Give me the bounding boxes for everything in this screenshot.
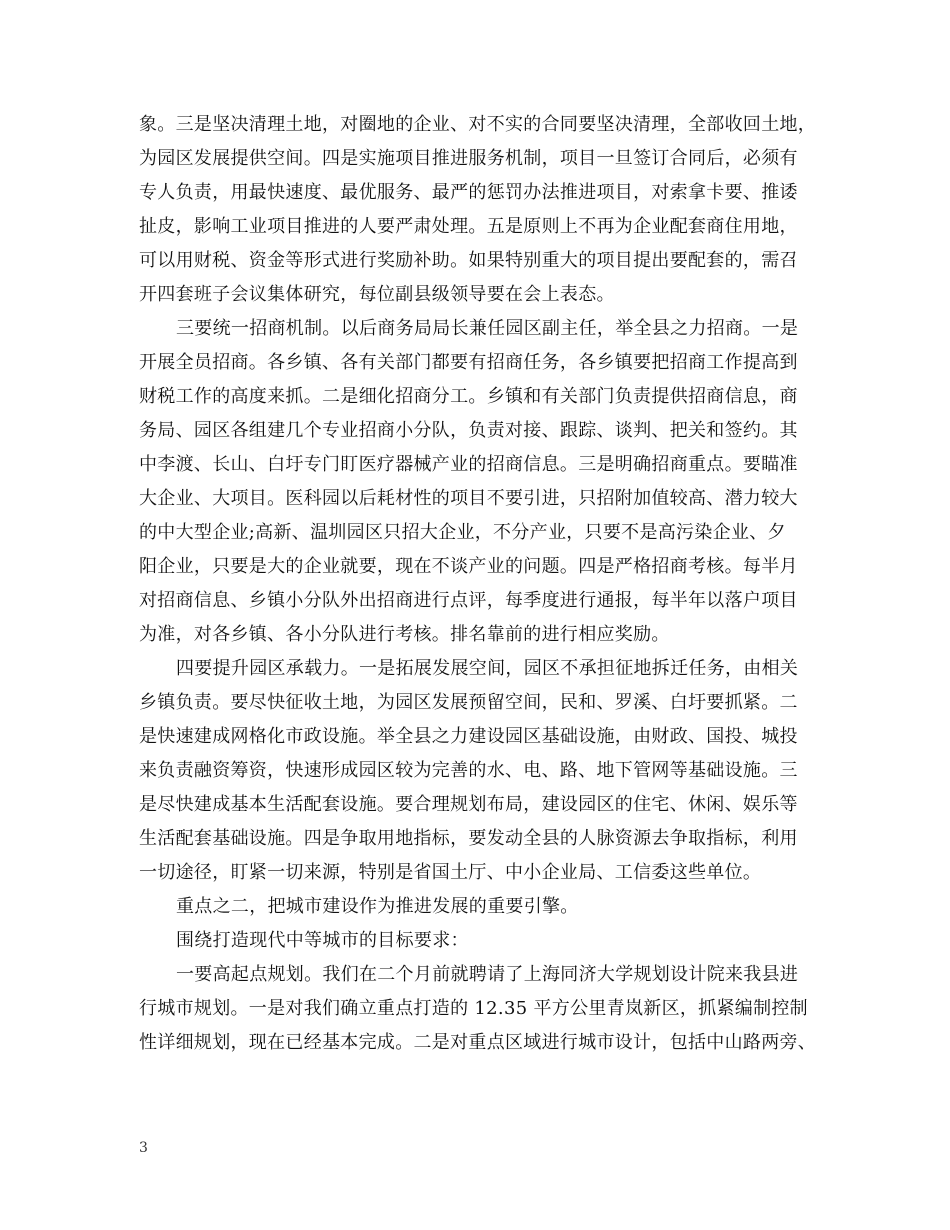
text-line: 开展全员招商。各乡镇、各有关部门都要有招商任务，各乡镇要把招商工作提高到 xyxy=(139,352,798,373)
text-line: 一要高起点规划。我们在二个月前就聘请了上海同济大学规划设计院来我县进 xyxy=(176,964,799,985)
text-line: 重点之二，把城市建设作为推进发展的重要引擎。 xyxy=(176,896,579,917)
text-line: 阳企业，只要是大的企业就要，现在不谈产业的问题。四是严格招商考核。每半月 xyxy=(139,556,798,577)
text-line: 行城市规划。一是对我们确立重点打造的 12.35 平方公里青岚新区，抓紧编制控制 xyxy=(139,998,808,1019)
document-body xyxy=(139,108,839,1060)
text-line: 为园区发展提供空间。四是实施项目推进服务机制，项目一旦签订合同后，必须有 xyxy=(139,148,798,169)
text-line: 开四套班子会议集体研究，每位副县级领导要在会上表态。 xyxy=(139,284,615,305)
text-line: 专人负责，用最快速度、最优服务、最严的惩罚办法推进项目，对索拿卡要、推诿 xyxy=(139,182,798,203)
text-line: 财税工作的高度来抓。二是细化招商分工。乡镇和有关部门负责提供招商信息，商 xyxy=(139,386,798,407)
text-line: 性详细规划，现在已经基本完成。二是对重点区域进行城市设计，包括中山路两旁、 xyxy=(139,1032,817,1053)
page-number: 3 xyxy=(139,1140,148,1156)
text-line: 可以用财税、资金等形式进行奖励补助。如果特别重大的项目提出要配套的，需召 xyxy=(139,250,798,271)
text-line: 一切途径，盯紧一切来源，特别是省国土厅、中小企业局、工信委这些单位。 xyxy=(139,862,762,883)
text-line: 生活配套基础设施。四是争取用地指标，要发动全县的人脉资源去争取指标，利用 xyxy=(139,828,798,849)
text-line: 来负责融资筹资，快速形成园区较为完善的水、电、路、地下管网等基础设施。三 xyxy=(139,760,798,781)
text-line: 扯皮，影响工业项目推进的人要严肃处理。五是原则上不再为企业配套商住用地， xyxy=(139,216,798,237)
text-line: 为准，对各乡镇、各小分队进行考核。排名靠前的进行相应奖励。 xyxy=(139,624,670,645)
text-line: 四要提升园区承载力。一是拓展发展空间，园区不承担征地拆迁任务，由相关 xyxy=(176,658,799,679)
text-line: 乡镇负责。要尽快征收土地，为园区发展预留空间，民和、罗溪、白圩要抓紧。二 xyxy=(139,692,798,713)
text-line: 是快速建成网格化市政设施。举全县之力建设园区基础设施，由财政、国投、城投 xyxy=(139,726,798,747)
text-line: 象。三是坚决清理土地，对圈地的企业、对不实的合同要坚决清理，全部收回土地， xyxy=(139,114,817,135)
text-line: 对招商信息、乡镇小分队外出招商进行点评，每季度进行通报，每半年以落户项目 xyxy=(139,590,798,611)
text-line: 是尽快建成基本生活配套设施。要合理规划布局，建设园区的住宅、休闲、娱乐等 xyxy=(139,794,798,815)
text-line: 中李渡、长山、白圩专门盯医疗器械产业的招商信息。三是明确招商重点。要瞄准 xyxy=(139,454,798,475)
text-line: 围绕打造现代中等城市的目标要求： xyxy=(176,930,469,951)
text-line: 的中大型企业;高新、温圳园区只招大企业，不分产业，只要不是高污染企业、夕 xyxy=(139,522,786,543)
text-line: 大企业、大项目。医科园以后耗材性的项目不要引进，只招附加值较高、潜力较大 xyxy=(139,488,798,509)
text-line: 三要统一招商机制。以后商务局局长兼任园区副主任，举全县之力招商。一是 xyxy=(176,318,799,339)
text-line: 务局、园区各组建几个专业招商小分队，负责对接、跟踪、谈判、把关和签约。其 xyxy=(139,420,798,441)
